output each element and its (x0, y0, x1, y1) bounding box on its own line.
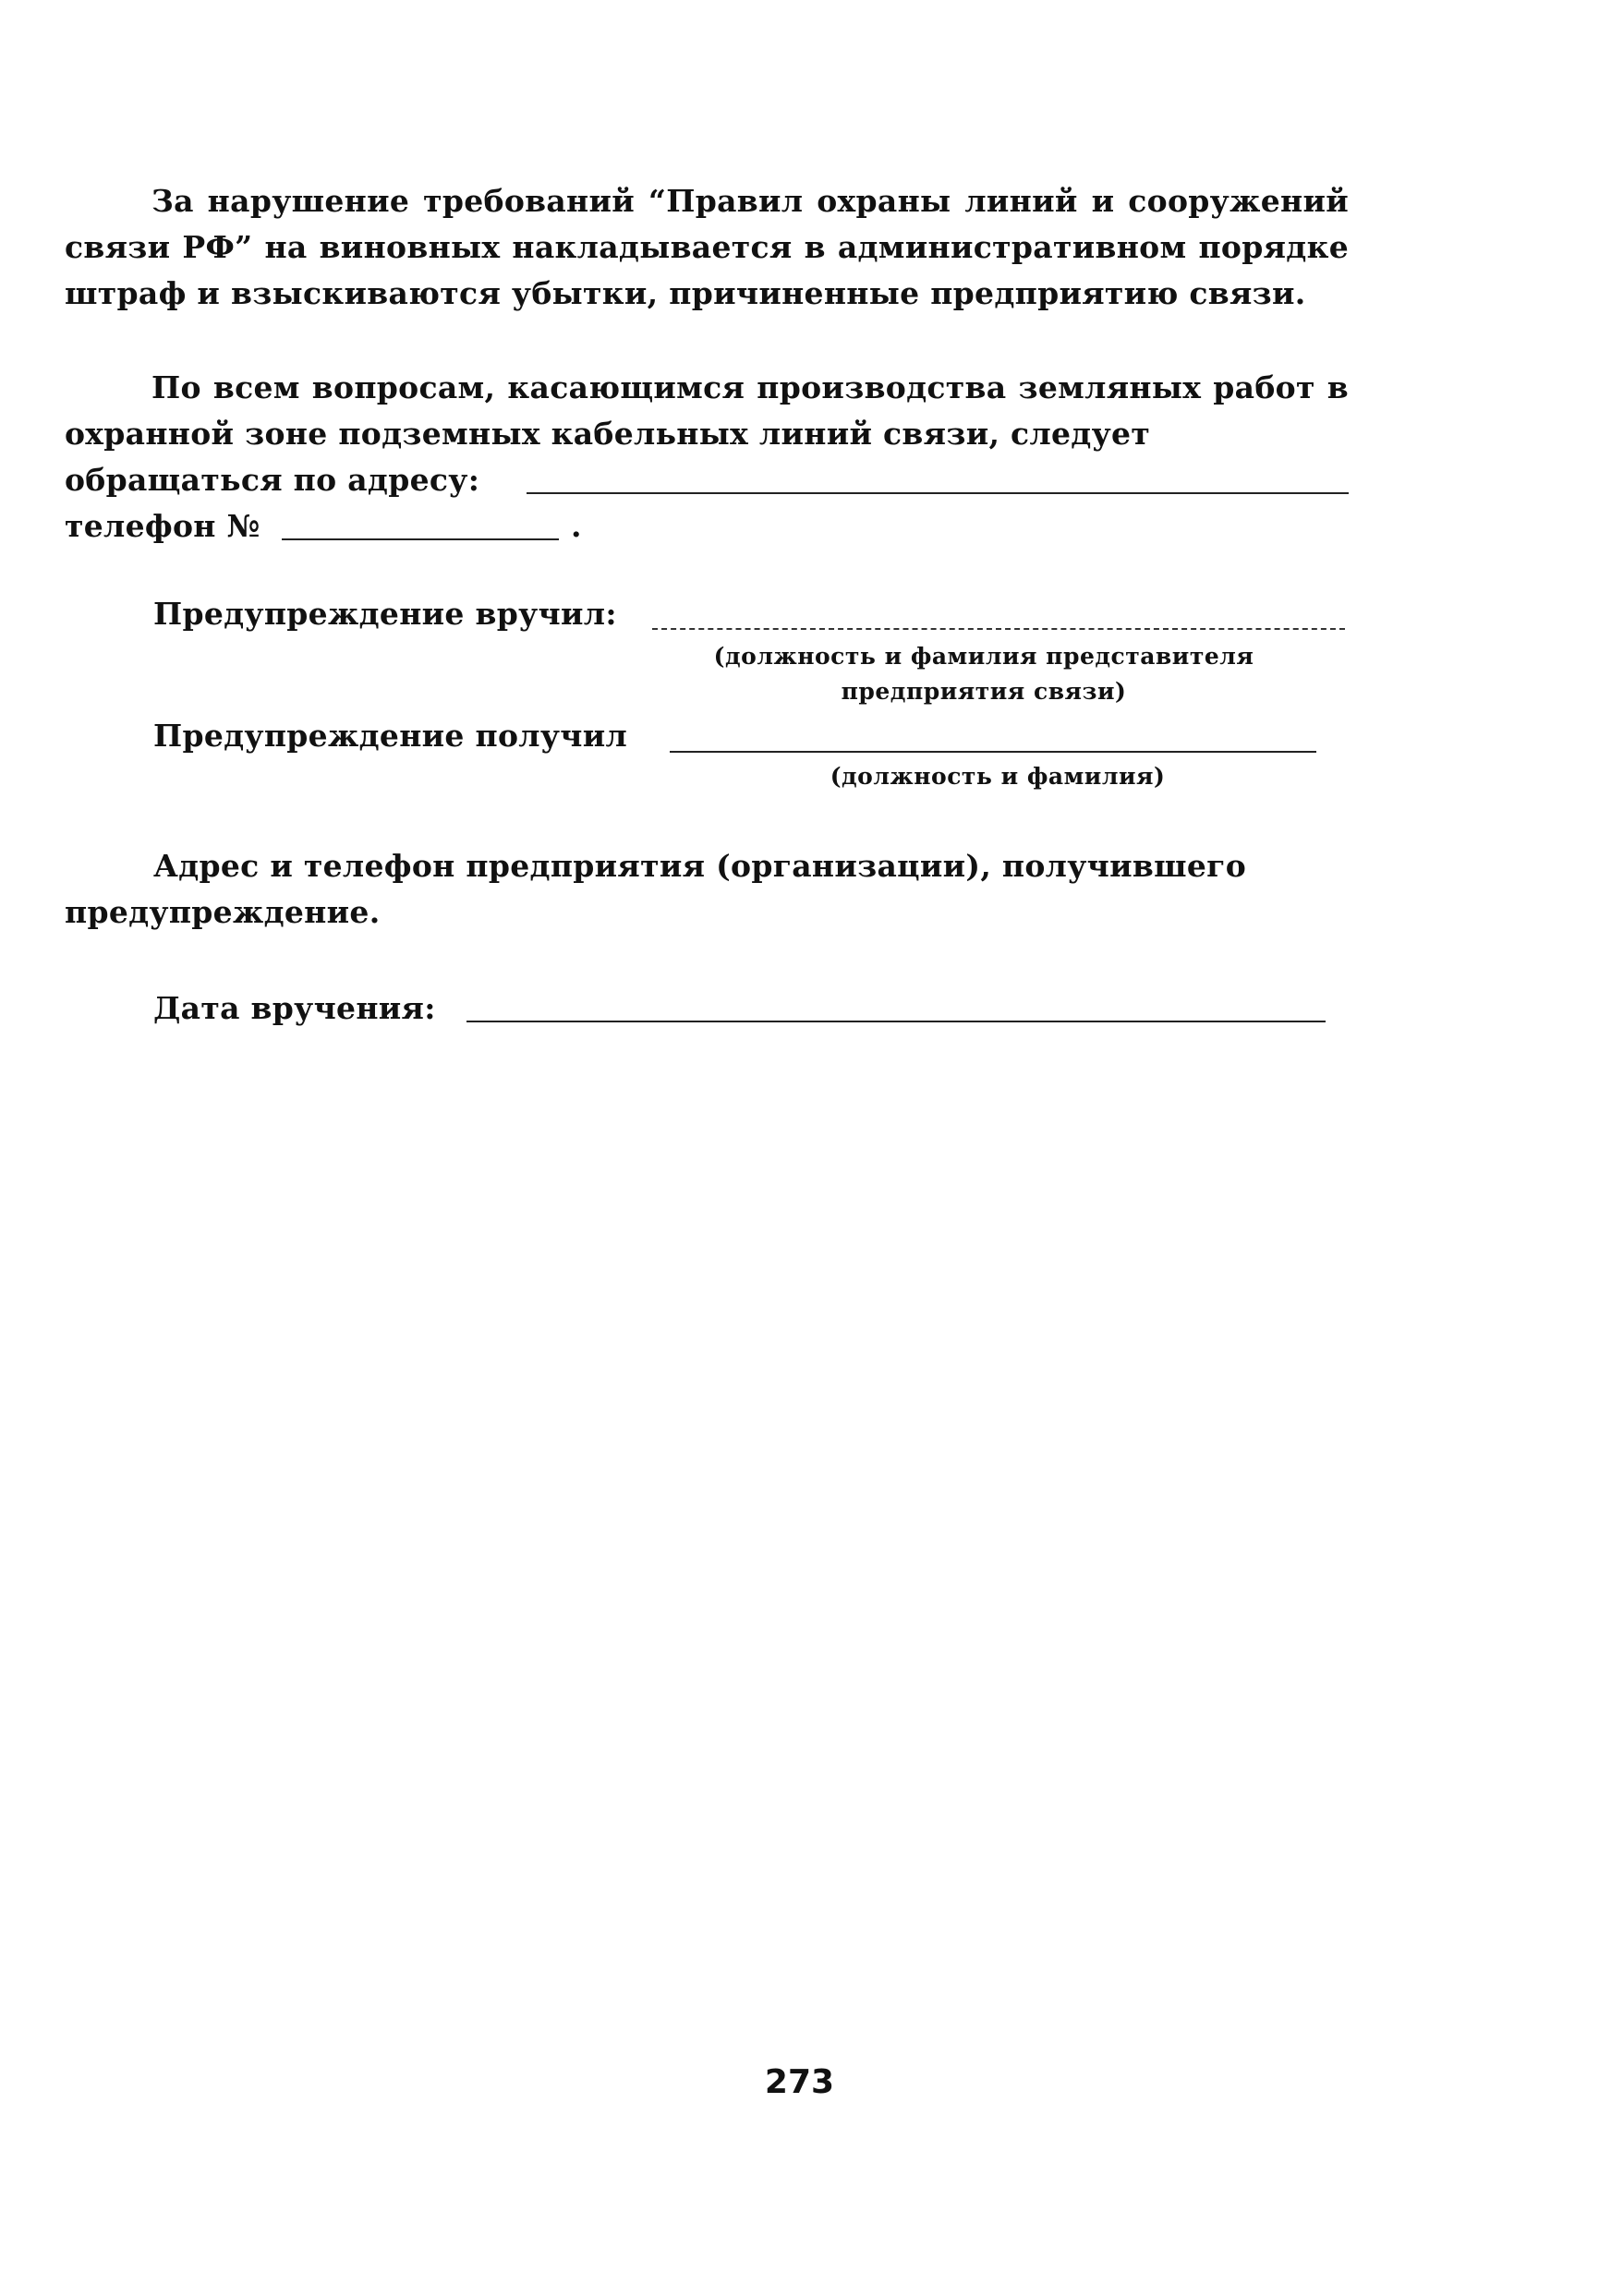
received-row (153, 713, 627, 759)
date-row (153, 985, 436, 1032)
date-blank[interactable] (466, 1021, 1326, 1022)
address-blank[interactable] (527, 492, 1349, 494)
address-row (65, 457, 479, 503)
received-label: Предупреждение получил (153, 718, 628, 754)
phone-row (65, 503, 260, 550)
org-text-line2: предупреждение. (65, 894, 381, 930)
issued-blank[interactable] (652, 628, 1345, 630)
phone-blank[interactable] (282, 538, 559, 540)
date-label: Дата вручения: (153, 990, 436, 1026)
issued-label: Предупреждение вручил: (153, 596, 617, 632)
issued-row (153, 591, 617, 637)
issued-caption-line1: (должность и фамилия представителя (713, 643, 1254, 670)
penalty-text: За нарушение требований “Правил охраны линий и сооружений связи РФ” на виновных накладывается в административном порядке штраф и взыскиваются убытки, причиненные предприятию связи. (65, 183, 1349, 311)
org-text-line1: Адрес и телефон предприятия (организации), получившего (153, 848, 1247, 884)
received-caption: (должность и фамилия) (830, 763, 1166, 790)
contact-paragraph (65, 365, 1349, 457)
penalty-paragraph (65, 178, 1349, 317)
phone-label: телефон № (65, 508, 260, 544)
org-row-2 (65, 889, 381, 936)
address-label: обращаться по адресу: (65, 462, 480, 498)
phone-end-row (571, 503, 582, 550)
issued-caption-line2: предприятия связи) (841, 678, 1127, 705)
org-row-1 (153, 843, 1246, 889)
page-number: 273 (764, 2063, 835, 2101)
phone-end-mark: . (571, 508, 582, 544)
contact-text: По всем вопросам, касающимся производства земляных работ в охранной зоне подземных кабельных линий связи, следует (65, 369, 1349, 452)
received-blank[interactable] (670, 751, 1316, 753)
